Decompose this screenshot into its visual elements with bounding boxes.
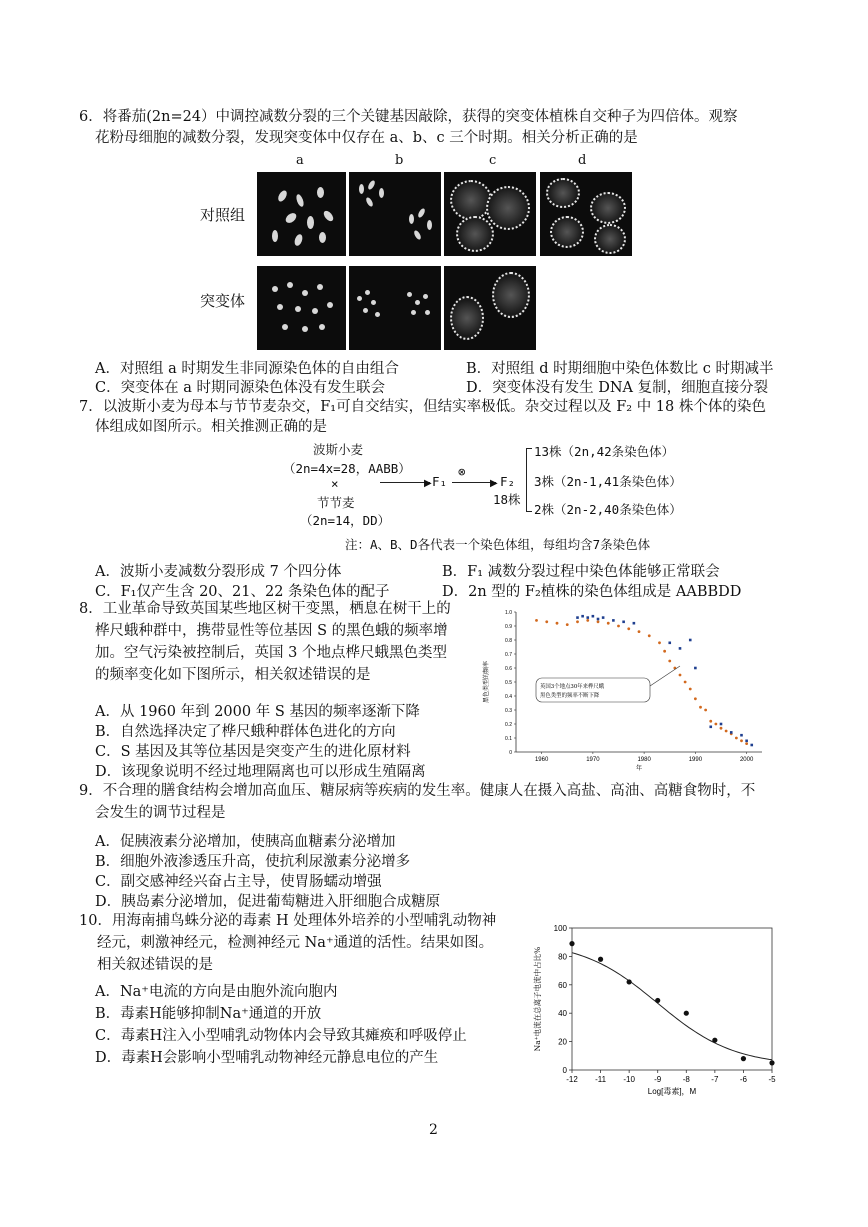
data-point — [627, 979, 632, 984]
q10-stem-line1: 10．用海南捕鸟蛛分泌的毒素 H 处理体外培养的小型哺乳动物神 — [79, 913, 497, 929]
data-point-orange — [709, 720, 712, 723]
data-point-orange — [607, 622, 610, 625]
row-label-mutant: 突变体 — [200, 292, 246, 310]
q6-option-c: C．突变体在 a 时期同源染色体没有发生联会 — [95, 380, 385, 396]
page-number: 2 — [429, 1122, 438, 1138]
data-point-orange — [720, 727, 723, 730]
data-point-orange — [597, 620, 600, 623]
x-tick-label: -8 — [682, 1075, 690, 1084]
y-tick-label: 0.3 — [505, 708, 512, 714]
q7-stem-line1: 7．以波斯小麦为母本与节节麦杂交，F₁可自交结实，但结实率极低。杂交过程以及 F₂ 中 18 株个体的染色 — [79, 399, 766, 415]
fit-curve — [572, 953, 772, 1060]
data-point-orange — [638, 630, 641, 633]
y-tick-label: 0.1 — [505, 736, 512, 742]
data-point — [684, 1011, 689, 1016]
x-tick-label: 1960 — [534, 757, 549, 763]
y-tick-label: 0.9 — [505, 624, 512, 630]
micrograph-mutant-b — [349, 266, 441, 350]
q9-stem-line1: 9．不合理的膳食结构会增加高血压、糖尿病等疾病的发生率。健康人在摄入高盐、高油、高糖食物时，不 — [79, 783, 756, 799]
q7-option-c: C．F₁仅产生含 20、21、22 条染色体的配子 — [95, 584, 390, 600]
micrograph-mutant-a — [257, 266, 346, 350]
x-tick-label: 2000 — [739, 757, 754, 763]
y-axis-label: 黑色类型的频率 — [483, 660, 490, 704]
data-point-blue — [740, 734, 743, 737]
y-tick-label: 1.0 — [505, 610, 512, 616]
y-tick-label: 100 — [553, 924, 567, 933]
f1-label: F₁ — [432, 474, 448, 489]
outcome-2: 3株（2n-1,41条染色体） — [534, 474, 682, 489]
data-point-blue — [612, 619, 615, 622]
outcome-3: 2株（2n-2,40条染色体） — [534, 502, 682, 517]
data-point-blue — [597, 618, 600, 621]
f2-count: 18株 — [493, 492, 521, 507]
q7-option-d: D．2n 型的 F₂植株的染色体组成是 AABBDD — [442, 584, 742, 600]
q8-option-d: D．该现象说明不经过地理隔离也可以形成生殖隔离 — [95, 764, 426, 780]
q6-stem-line2: 花粉母细胞的减数分裂，发现突变体中仅存在 a、b、c 三个时期。相关分析正确的是 — [95, 130, 638, 146]
data-point-orange — [627, 627, 630, 630]
arrow-head-2: ▶ — [490, 478, 498, 489]
q6-option-d: D．突变体没有发生 DNA 复制，细胞直接分裂 — [466, 380, 769, 396]
q8-stem-line1: 8．工业革命导致英国某些地区树干变黑，栖息在树干上的 — [79, 601, 451, 617]
bracket — [526, 448, 532, 512]
plot-frame — [572, 928, 772, 1070]
x-tick-label: 1970 — [586, 757, 600, 763]
annotation-text-1: 英国3个地点30年来桦尺蛾 — [540, 684, 605, 690]
y-tick-label: 0 — [509, 750, 512, 756]
data-point-blue — [586, 616, 589, 619]
q9-stem-line2: 会发生的调节过程是 — [95, 805, 226, 821]
f2-label: F₂ — [500, 474, 516, 489]
x-tick-label: -6 — [739, 1075, 747, 1084]
x-tick-label: 1980 — [637, 757, 651, 763]
x-tick-label: -7 — [711, 1075, 719, 1084]
data-point-orange — [566, 623, 569, 626]
q9-option-b: B．细胞外液渗透压升高，使抗利尿激素分泌增多 — [95, 854, 411, 870]
data-point-orange — [545, 620, 548, 623]
parent1-genome: （2n=4x=28，AABB） — [283, 461, 411, 476]
q10-option-a: A．Na⁺电流的方向是由胞外流向胞内 — [95, 984, 338, 1000]
y-tick-label: 0 — [562, 1066, 567, 1075]
q10-option-c: C．毒素H注入小型哺乳动物体内会导致其瘫痪和呼吸停止 — [95, 1028, 467, 1044]
parent1-name: 波斯小麦 — [313, 442, 364, 457]
data-point — [598, 957, 603, 962]
micrograph-mutant-c — [444, 266, 536, 350]
y-tick-label: 0.4 — [505, 694, 512, 700]
data-point-blue — [576, 616, 579, 619]
data-point-orange — [617, 625, 620, 628]
data-point-blue — [668, 642, 671, 645]
moth-frequency-chart — [478, 604, 768, 772]
toxin-dose-response-chart — [528, 920, 788, 1105]
y-tick-label: 20 — [558, 1037, 567, 1047]
y-tick-label: 0.5 — [505, 680, 512, 686]
data-point-orange — [699, 706, 702, 709]
q6-option-a: A．对照组 a 时期发生非同源染色体的自由组合 — [95, 361, 399, 377]
q8-option-a: A．从 1960 年到 2000 年 S 基因的频率逐渐下降 — [95, 704, 420, 720]
data-point — [712, 1038, 717, 1043]
micrograph-control-a — [257, 172, 346, 256]
x-tick-label: 1990 — [688, 757, 703, 763]
q9-option-a: A．促胰液素分泌增加，使胰高血糖素分泌增加 — [95, 834, 396, 850]
y-tick-label: 0.2 — [505, 722, 512, 728]
y-tick-label: 0.7 — [505, 652, 512, 658]
q10-stem-line3: 相关叙述错误的是 — [97, 957, 213, 973]
self-symbol: ⊗ — [458, 464, 466, 479]
data-point — [769, 1060, 774, 1065]
x-tick-label: -11 — [595, 1075, 607, 1084]
outcome-1: 13株（2n,42条染色体） — [534, 444, 675, 459]
data-point-orange — [725, 730, 728, 733]
data-point-orange — [694, 697, 697, 700]
data-point-blue — [745, 740, 748, 743]
q8-option-c: C．S 基因及其等位基因是突变产生的进化原材料 — [95, 744, 411, 760]
data-point — [655, 998, 660, 1003]
x-tick-label: -12 — [566, 1075, 578, 1084]
data-point-orange — [658, 641, 661, 644]
data-point-blue — [694, 667, 697, 670]
x-tick-label: -10 — [623, 1075, 635, 1084]
micrograph-control-c — [444, 172, 536, 256]
x-axis-label: 年 — [635, 765, 643, 772]
annotation-text-2: 黑色类型的频率不断下降 — [540, 693, 600, 699]
data-point-blue — [679, 647, 682, 650]
col-label-d: d — [578, 153, 587, 168]
x-tick-label: -9 — [654, 1075, 662, 1084]
data-point-blue — [730, 731, 733, 734]
micrograph-control-d — [540, 172, 632, 256]
data-point-blue — [602, 616, 605, 619]
annotation-pointer — [650, 666, 680, 686]
data-point-orange — [668, 660, 671, 663]
data-point-orange — [535, 619, 538, 622]
col-label-c: c — [489, 153, 497, 168]
arrow-head-1: ▶ — [424, 478, 432, 489]
q7-option-b: B．F₁ 减数分裂过程中染色体能够正常联会 — [442, 564, 720, 580]
x-tick-label: -5 — [768, 1075, 776, 1084]
data-point-orange — [679, 674, 682, 677]
data-point-orange — [586, 619, 589, 622]
data-point-orange — [704, 709, 707, 712]
q10-option-b: B．毒素H能够抑制Na⁺通道的开放 — [95, 1006, 322, 1022]
y-tick-label: 60 — [558, 980, 567, 990]
col-label-b: b — [395, 153, 404, 168]
data-point-orange — [745, 742, 748, 745]
q8-stem-line4: 的频率变化如下图所示，相关叙述错误的是 — [95, 667, 371, 683]
data-point — [569, 941, 574, 946]
data-point-blue — [633, 622, 636, 625]
data-point-orange — [740, 739, 743, 742]
col-label-a: a — [296, 153, 304, 168]
q8-stem-line3: 加。空气污染被控制后，英国 3 个地点桦尺蛾黑色类型 — [95, 645, 447, 661]
data-point-orange — [648, 634, 651, 637]
q8-option-b: B．自然选择决定了桦尺蛾种群体色进化的方向 — [95, 724, 396, 740]
data-point — [741, 1056, 746, 1061]
y-tick-label: 0.6 — [505, 666, 512, 672]
micrograph-control-b — [349, 172, 441, 256]
data-point-blue — [750, 744, 753, 747]
data-point-blue — [709, 726, 712, 729]
data-point-blue — [581, 615, 584, 618]
parent2-genome: （2n=14，DD） — [300, 513, 391, 528]
q6-option-b: B．对照组 d 时期细胞中染色体数比 c 时期减半 — [466, 361, 774, 377]
data-point-blue — [592, 615, 595, 618]
data-point-blue — [720, 723, 723, 726]
y-tick-label: 0.8 — [505, 638, 512, 644]
data-point-orange — [689, 688, 692, 691]
data-point-blue — [689, 639, 692, 642]
arrow-to-f1 — [380, 482, 430, 483]
x-axis-label: Log[毒素]，M — [647, 1087, 697, 1096]
data-point-orange — [684, 681, 687, 684]
q9-option-d: D．胰岛素分泌增加，促进葡萄糖进入肝细胞合成糖原 — [95, 894, 441, 910]
diagram-note: 注：A、B、D各代表一个染色体组，每组均含7条染色体 — [345, 537, 651, 552]
y-tick-label: 80 — [558, 952, 567, 962]
row-label-control: 对照组 — [200, 206, 246, 224]
q10-stem-line2: 经元，刺激神经元，检测神经元 Na⁺通道的活性。结果如图。 — [97, 935, 494, 951]
q10-option-d: D．毒素H会影响小型哺乳动物神经元静息电位的产生 — [95, 1050, 439, 1066]
parent2-name: 节节麦 — [317, 495, 355, 510]
cross-symbol: × — [331, 476, 339, 491]
data-point-orange — [556, 622, 559, 625]
data-point-orange — [714, 723, 717, 726]
q9-option-c: C．副交感神经兴奋占主导，使胃肠蠕动增强 — [95, 874, 382, 890]
data-point-orange — [663, 650, 666, 653]
data-point-orange — [576, 620, 579, 623]
data-point-blue — [622, 621, 625, 624]
y-axis-label: Na⁺电流在总离子电流中占比% — [533, 946, 542, 1052]
q8-stem-line2: 桦尺蛾种群中，携带显性等位基因 S 的黑色蛾的频率增 — [95, 623, 448, 639]
y-tick-label: 40 — [558, 1009, 567, 1019]
data-point-orange — [735, 737, 738, 740]
q6-stem-line1: 6．将番茄(2n=24）中调控减数分裂的三个关键基因敲除，获得的突变体植株自交种子为四倍体。观察 — [79, 109, 738, 125]
q7-stem-line2: 体组成如图所示。相关推测正确的是 — [95, 419, 327, 435]
q7-option-a: A．波斯小麦减数分裂形成 7 个四分体 — [95, 564, 342, 580]
